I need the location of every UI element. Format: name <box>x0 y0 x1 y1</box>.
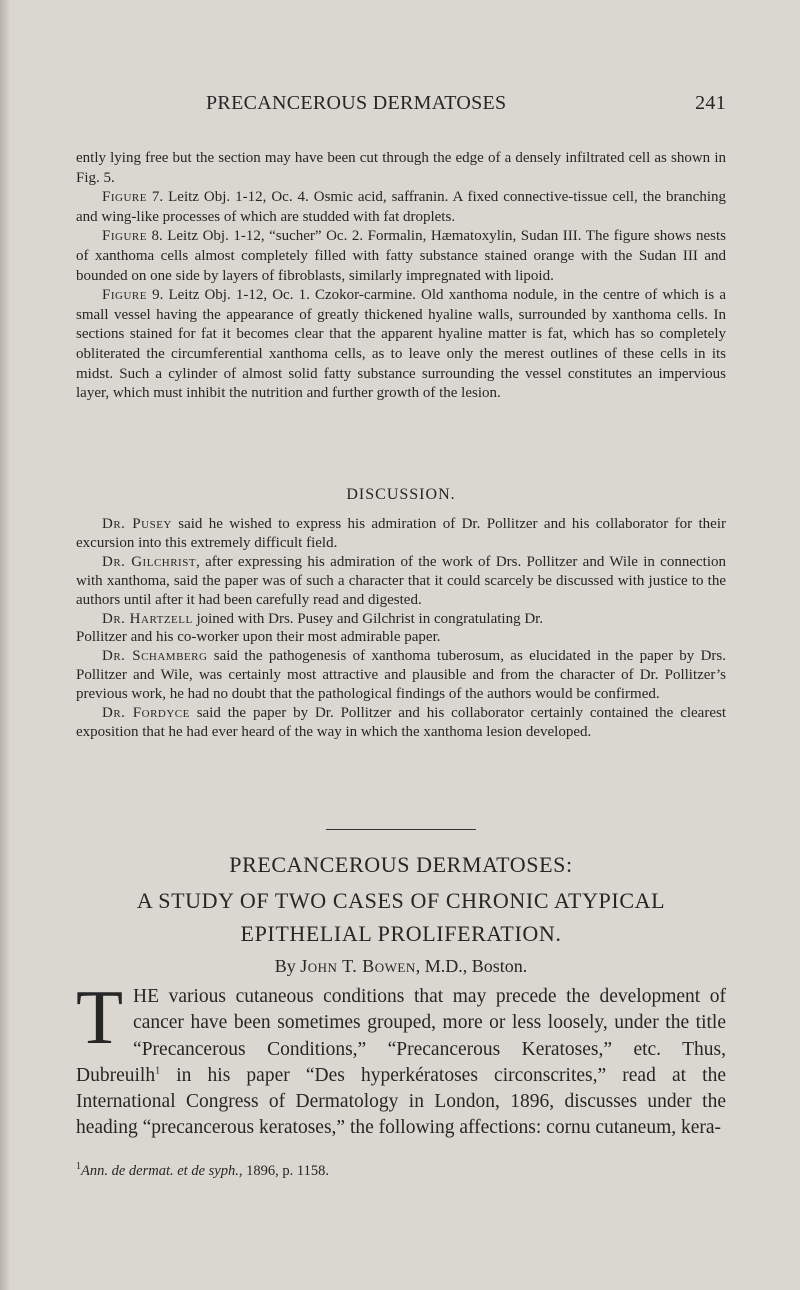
discussion-paragraph: Dr. Fordyce said the paper by Dr. Pollitzer and his collaborator certainly contained the clearest exposition that he had ever heard of the way in which the xanthoma lesion developed. <box>76 705 726 740</box>
article-byline: By John T. Bowen, M.D., Boston. <box>274 956 528 976</box>
page-binding-shadow <box>0 0 9 1290</box>
speaker-name: Dr. Gilchrist <box>102 553 197 570</box>
discussion-paragraph: Dr. Hartzell joined with Drs. Pusey and Gilchrist in congratulating Dr. <box>102 610 544 627</box>
figure-descriptions <box>76 149 726 404</box>
figure-8-caption: Figure 8. Leitz Obj. 1-12, “sucher” Oc. 2. Formalin, Hæmatoxylin, Sudan III. The figure shows nests of xanthoma cells almost completely filled with fatty substance stained orange with the Sudan III and bounded on one side by layers of fibroblasts, similarly impregnated with lipoid. <box>76 228 726 284</box>
speaker-name: Dr. Schamberg <box>102 648 208 665</box>
article-title-line-2: A STUDY OF TWO CASES OF CHRONIC ATYPICAL <box>136 888 666 913</box>
figure-label: Figure <box>102 189 147 206</box>
speaker-name: Dr. Pusey <box>102 516 172 532</box>
figure-7-caption: Figure 7. Leitz Obj. 1-12, Oc. 4. Osmic acid, saffranin. A fixed connective-tissue cell, the branching and wing-like processes of which are studded with fat droplets. <box>76 189 726 225</box>
speaker-name: Dr. Fordyce <box>102 705 190 722</box>
footnote-reference: 1 <box>155 1065 161 1077</box>
section-divider <box>326 829 476 830</box>
author-name: John T. Bowen <box>300 956 416 976</box>
figure-label: Figure <box>102 228 147 245</box>
figure-9-caption: Figure 9. Leitz Obj. 1-12, Oc. 1. Czokor-carmine. Old xanthoma nodule, in the centre of which is a small vessel having the appearance of greatly thickened hyaline walls, surrounded by xanthoma cells. In sections stained for fat it becomes clear that the apparent hyaline matter is fat, which has so completely obliterated the circumferential xanthoma cells, as to leave only the merest outlines of these cells in its midst. Such a cylinder of almost solid fatty substance surrounding the vessel constitutes an impervious layer, which must inhibit the nutrition and further growth of the lesion. <box>76 287 726 402</box>
running-head-title: PRECANCEROUS DERMATOSES <box>206 92 507 114</box>
journal-title: Ann. de dermat. et de syph. <box>81 1163 239 1179</box>
continued-paragraph: ently lying free but the section may have been cut through the edge of a densely infiltrated cell as shown in Fig. 5. <box>76 150 726 186</box>
discussion-paragraph: Dr. Pusey said he wished to express his admiration of Dr. Pollitzer and his collaborator for their excursion into this extremely difficult field. <box>76 516 726 551</box>
discussion-heading: DISCUSSION. <box>346 486 456 503</box>
running-head <box>76 92 726 118</box>
discussion-paragraph: Pollitzer and his co-worker upon their most admirable paper. <box>76 629 441 646</box>
article-title-line-1: PRECANCEROUS DERMATOSES: <box>229 852 573 877</box>
discussion-paragraph: Dr. Gilchrist, after expressing his admiration of the work of Drs. Pollitzer and Wile in connection with xanthoma, said the paper was of such a character that it could scarcely be discussed with justice to the authors until after it had been carefully read and digested. <box>76 553 726 608</box>
discussion-paragraph: Dr. Schamberg said the pathogenesis of xanthoma tuberosum, as elucidated in the paper by Drs. Pollitzer and Wile, was certainly most attractive and plausible and from the character of Dr. Pollitzer’s previous work, he had no doubt that the pathological findings of the authors would be confirmed. <box>76 648 726 703</box>
lead-words: HE <box>133 986 160 1007</box>
footnote: $^1$Ann. de dermat. et de syph., 1896, p. 1158. <box>76 1161 329 1179</box>
speaker-name: Dr. Hartzell <box>102 610 193 627</box>
figure-label: Figure <box>102 287 147 304</box>
page-number: 241 <box>695 92 726 114</box>
discussion-section <box>76 515 726 742</box>
footnote-marker: 1 <box>76 1161 81 1173</box>
article-body: THE various cutaneous conditions that may precede the development of cancer have been sometimes grouped, more or less loosely, under the title “Precancerous Conditions,” “Precancerous Keratoses,” etc. Thus, Dubreuilh$^1$ in his paper “Des hyperkératoses circonscrites,” read at the International Congress of Dermatology in London, 1896, discusses under the heading “precancerous keratoses,” the following affections: cornu cutaneum, kera- <box>76 974 726 1139</box>
article-title-line-3: EPITHELIAL PROLIFERATION. <box>240 921 562 946</box>
drop-cap: T <box>76 974 124 1060</box>
